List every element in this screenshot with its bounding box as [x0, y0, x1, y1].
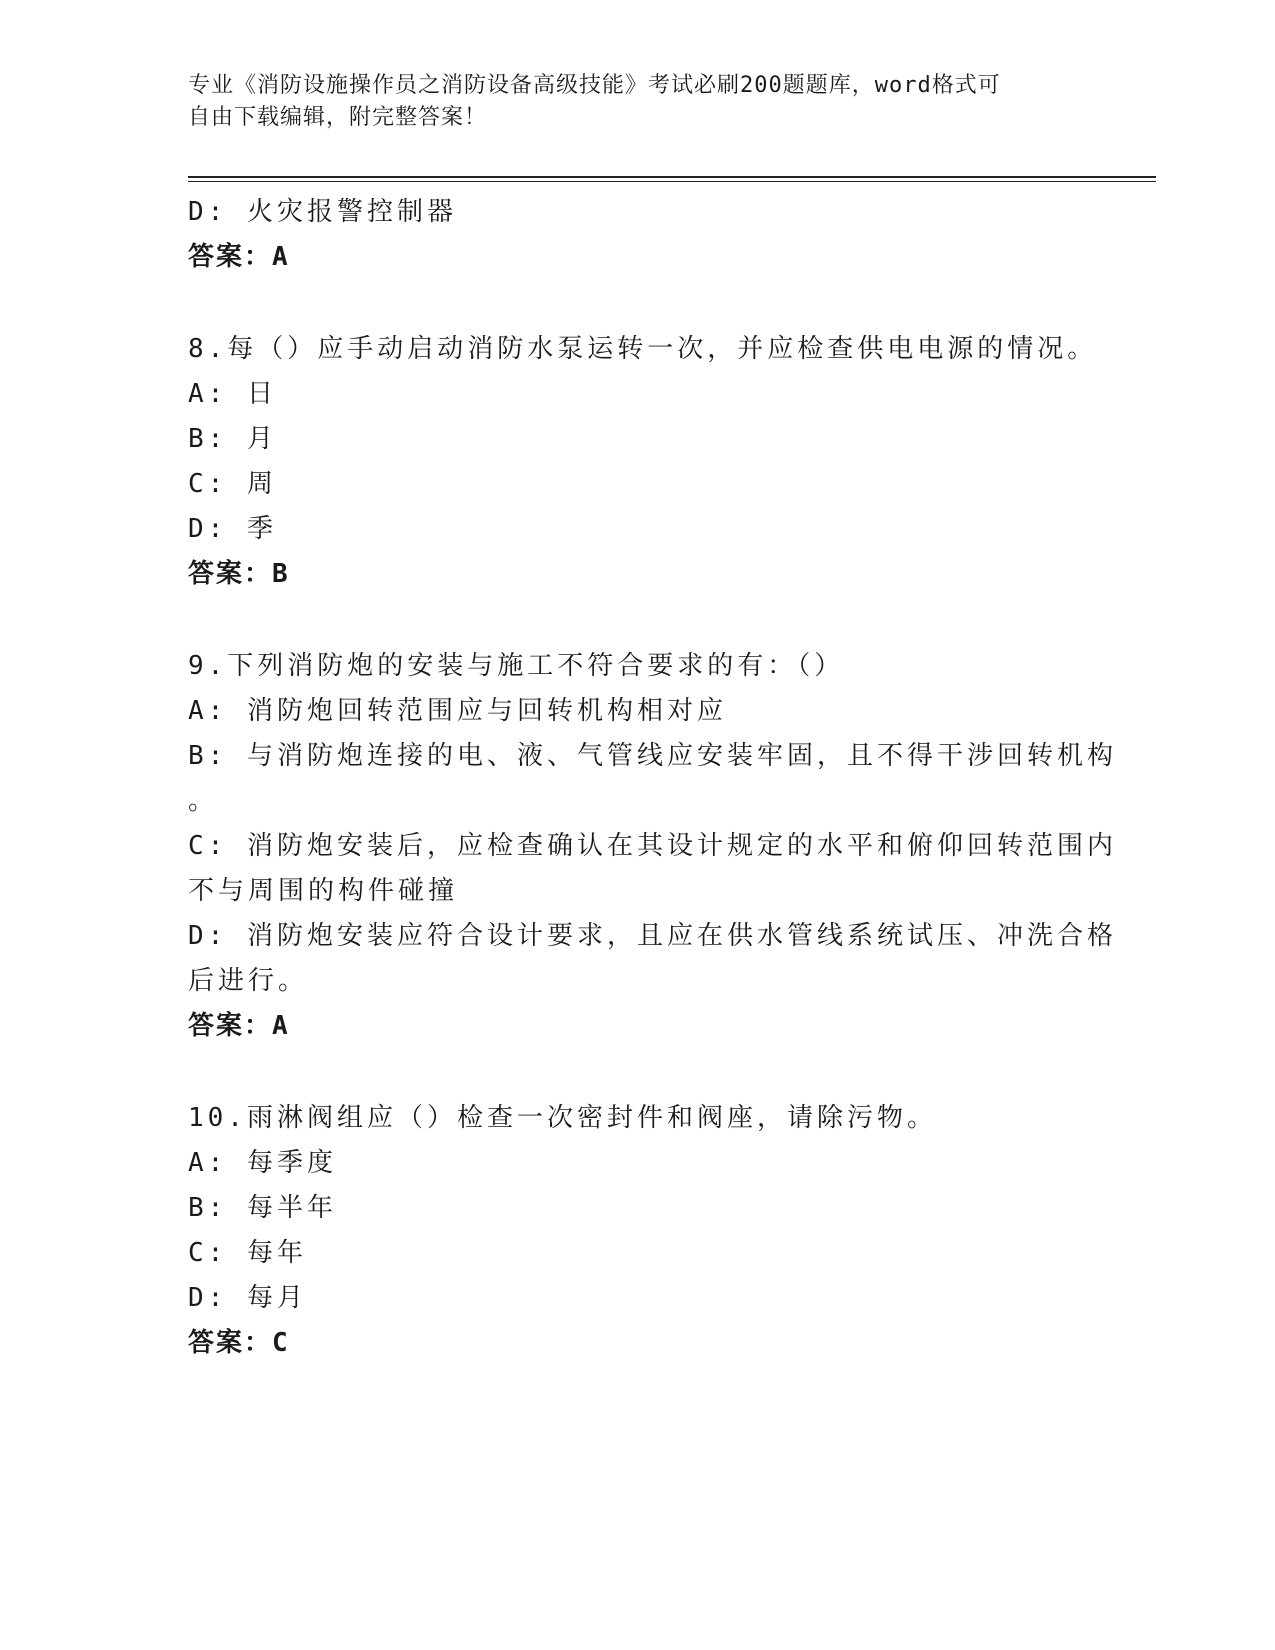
option-b-continued: 。	[188, 786, 219, 816]
option-c: C: 每年	[188, 1238, 307, 1268]
header-rule-thick	[188, 176, 1156, 178]
question-9	[188, 644, 1117, 1049]
option-a: A: 每季度	[188, 1148, 337, 1178]
answer-line: 答案：A	[188, 1011, 290, 1041]
spacer	[188, 597, 1088, 644]
option-d: D: 火灾报警控制器	[188, 197, 457, 227]
question-text: 8.每（）应手动启动消防水泵运转一次，并应检查供电电源的情况。	[188, 334, 1098, 364]
answer-line: 答案：A	[188, 242, 290, 272]
option-d: D: 消防炮安装应符合设计要求，且应在供水管线系统试压、冲洗合格	[188, 921, 1117, 951]
option-c: C: 消防炮安装后，应检查确认在其设计规定的水平和俯仰回转范围内	[188, 831, 1117, 861]
document-header	[188, 70, 1088, 134]
question-text: 9.下列消防炮的安装与施工不符合要求的有：（）	[188, 651, 845, 681]
header-rule-thin	[188, 181, 1156, 182]
header-line-1: 专业《消防设施操作员之消防设备高级技能》考试必刷200题题库，word格式可	[188, 73, 1001, 98]
option-b: B: 月	[188, 424, 277, 454]
previous-question-tail	[188, 190, 1088, 280]
option-b: B: 与消防炮连接的电、液、气管线应安装牢固，且不得干涉回转机构	[188, 741, 1117, 771]
answer-line: 答案：B	[188, 559, 290, 589]
option-d-continued: 后进行。	[188, 966, 309, 996]
question-10	[188, 1096, 1088, 1366]
spacer	[188, 280, 1088, 327]
option-a: A: 日	[188, 379, 277, 409]
option-c: C: 周	[188, 469, 277, 499]
option-c-continued: 不与周围的构件碰撞	[188, 876, 459, 906]
option-d: D: 每月	[188, 1283, 307, 1313]
header-line-2: 自由下载编辑，附完整答案！	[188, 105, 488, 130]
option-b: B: 每半年	[188, 1193, 337, 1223]
question-text: 10.雨淋阀组应（）检查一次密封件和阀座，请除污物。	[188, 1103, 937, 1133]
option-a: A: 消防炮回转范围应与回转机构相对应	[188, 696, 727, 726]
question-8	[188, 327, 1098, 597]
answer-line: 答案：C	[188, 1328, 290, 1358]
option-d: D: 季	[188, 514, 277, 544]
spacer	[188, 1049, 1088, 1096]
document-body	[188, 190, 1117, 1366]
